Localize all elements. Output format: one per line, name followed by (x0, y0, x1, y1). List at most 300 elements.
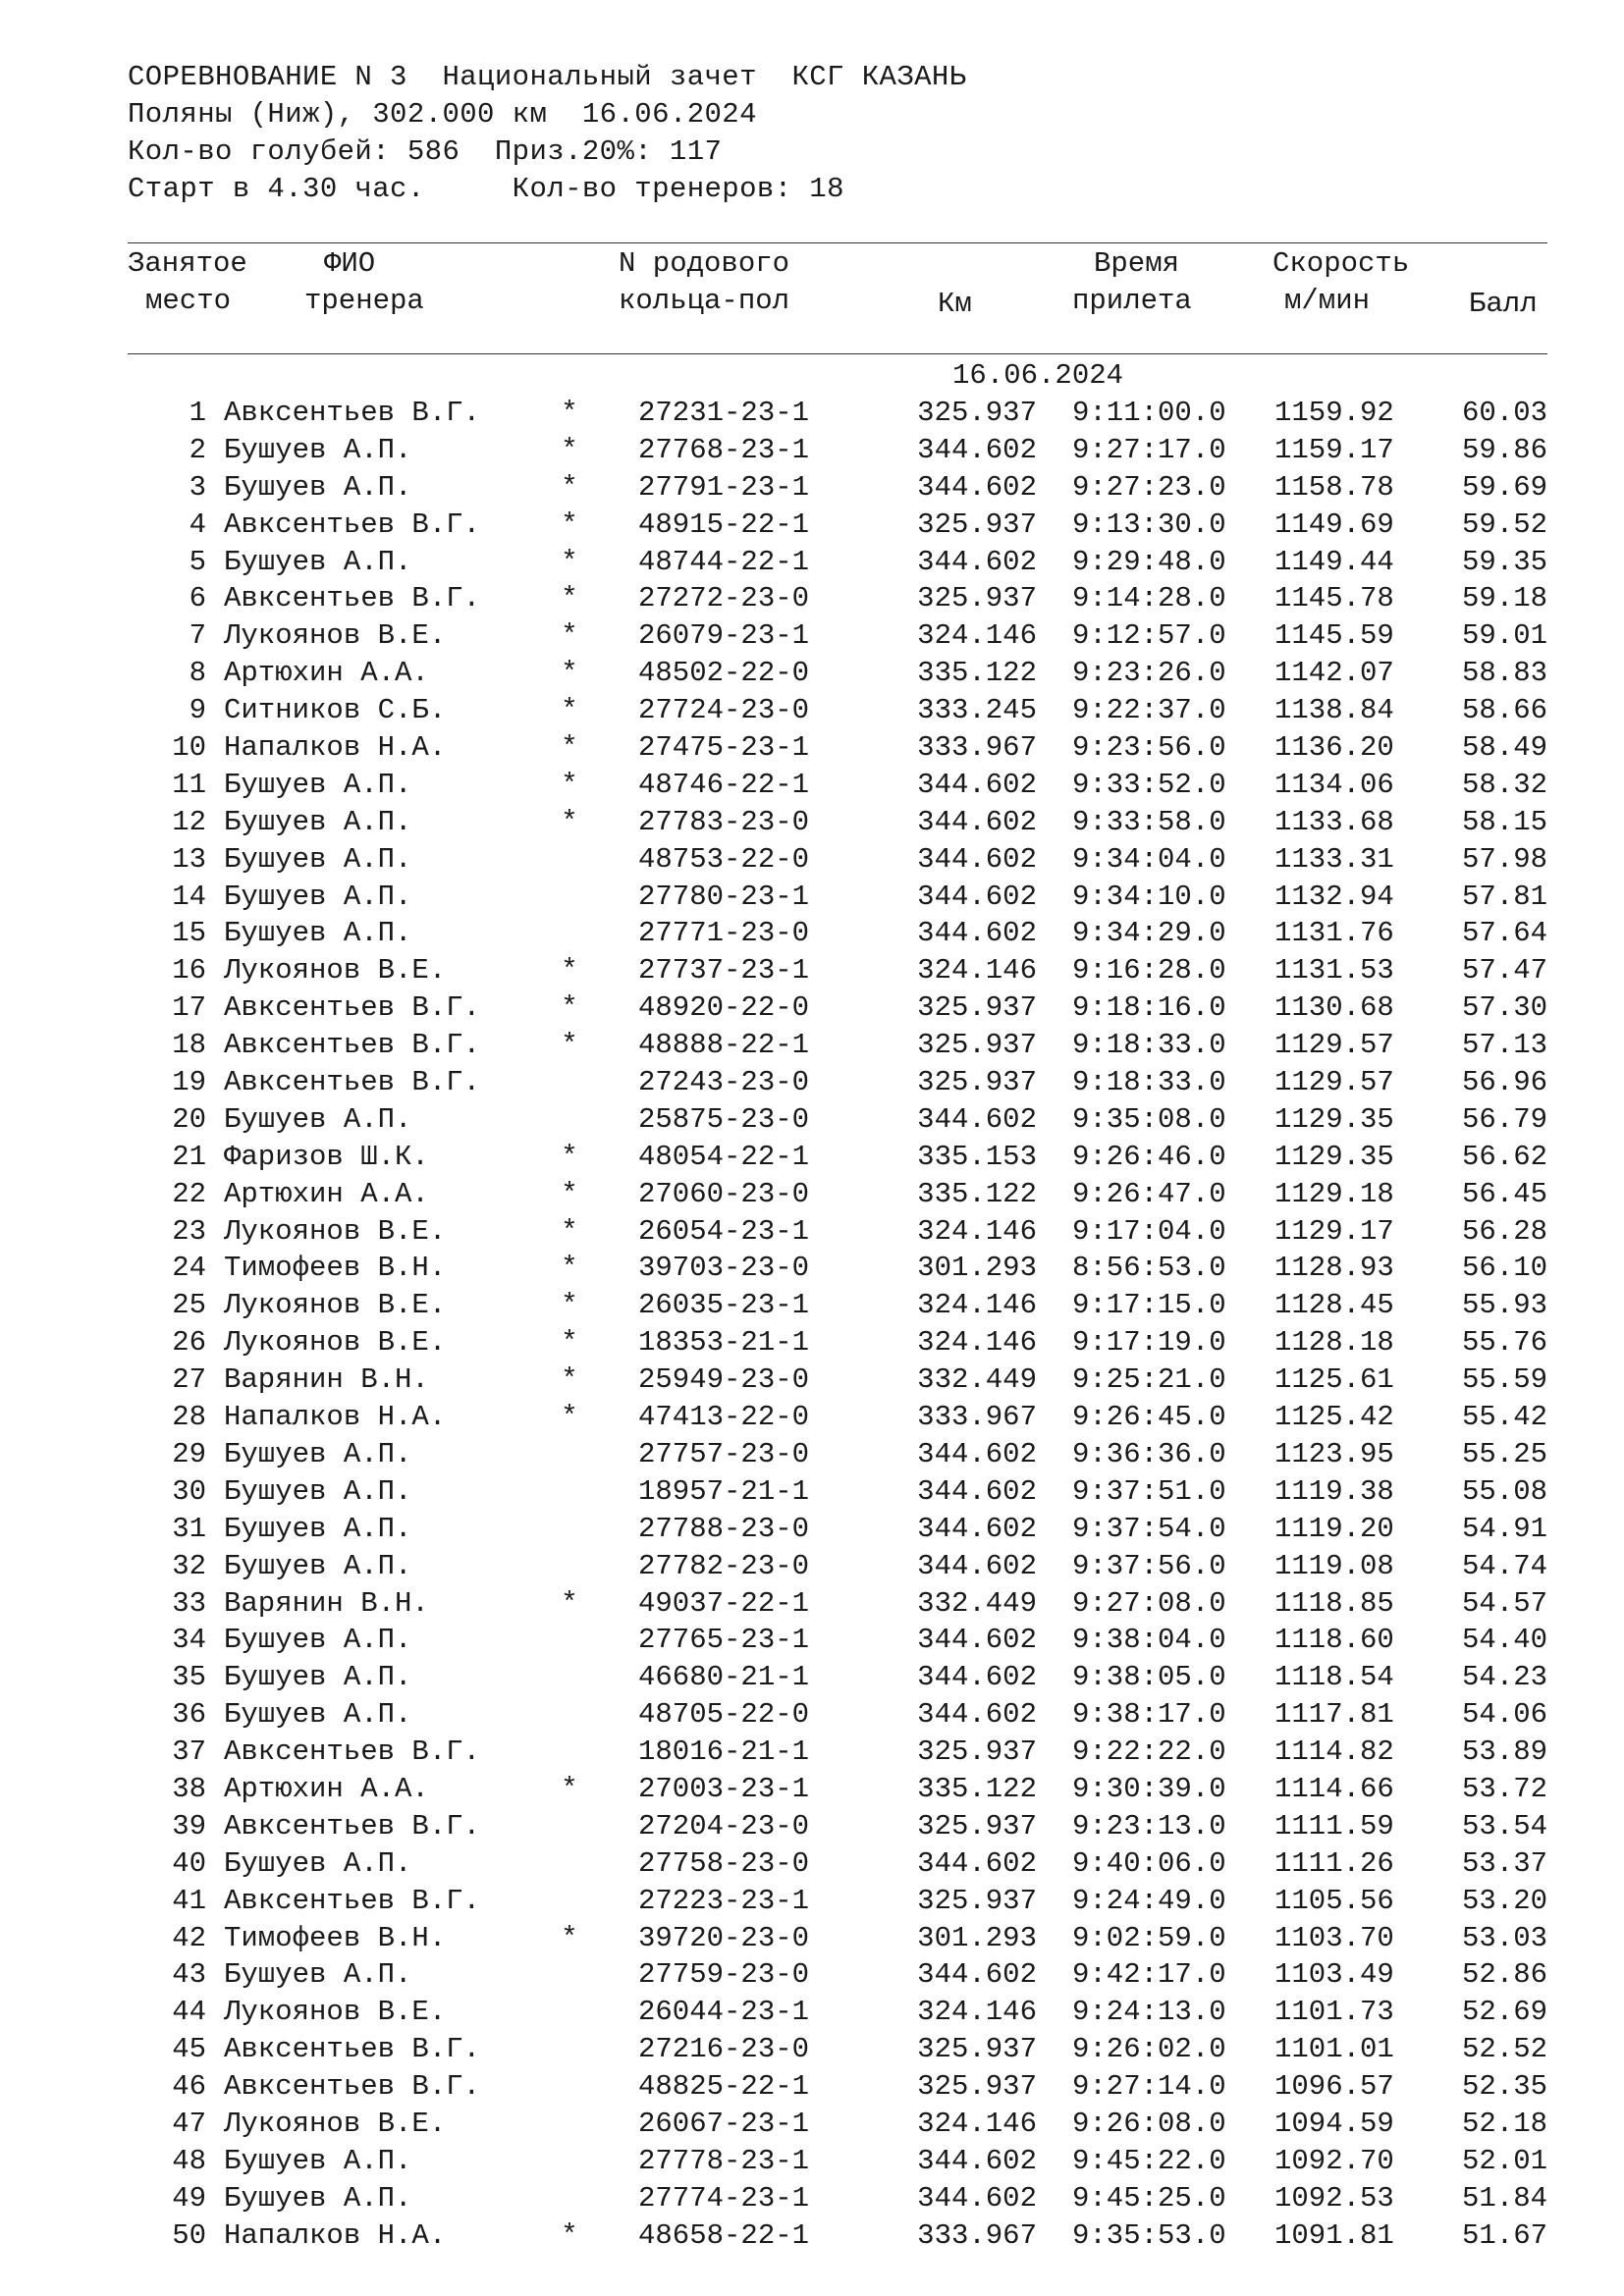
speed-cell: 1133.68 (1274, 805, 1394, 838)
score-cell: 59.01 (1461, 619, 1547, 653)
table-row (0, 1436, 1624, 1473)
arrival-time-cell: 9:38:04.0 (1072, 1624, 1226, 1657)
distance-cell: 344.602 (917, 842, 1037, 876)
ring-number-cell: 48920-22-0 (638, 991, 810, 1025)
table-row (0, 1659, 1624, 1696)
mark-cell: * (561, 1289, 578, 1322)
place-cell: 3 (189, 470, 206, 504)
speed-cell: 1092.70 (1274, 2144, 1394, 2177)
speed-cell: 1114.66 (1274, 1772, 1394, 1805)
speed-cell: 1103.70 (1274, 1921, 1394, 1954)
score-cell: 58.49 (1461, 731, 1547, 765)
distance-cell: 325.937 (917, 507, 1037, 541)
trainer-name-cell: Бушуев А.П. (224, 1958, 412, 1992)
ring-number-cell: 48744-22-1 (638, 545, 810, 578)
trainer-name-cell: Бушуев А.П. (224, 1474, 412, 1508)
place-cell: 1 (189, 397, 206, 429)
score-cell: 55.93 (1461, 1289, 1547, 1322)
place-cell: 10 (172, 731, 206, 765)
trainer-name-cell: Напалков Н.А. (224, 731, 447, 765)
speed-cell: 1096.57 (1274, 2070, 1394, 2104)
place-cell: 16 (172, 954, 206, 988)
score-cell: 55.08 (1461, 1474, 1547, 1508)
distance-cell: 344.602 (917, 1624, 1037, 1657)
distance-cell: 324.146 (917, 1326, 1037, 1360)
table-row (0, 395, 1624, 432)
place-cell: 35 (172, 1661, 206, 1694)
distance-cell: 333.967 (917, 1401, 1037, 1434)
place-cell: 49 (172, 2181, 206, 2215)
score-cell: 57.81 (1461, 880, 1547, 913)
ring-number-cell: 18353-21-1 (638, 1326, 810, 1360)
speed-cell: 1145.59 (1274, 619, 1394, 653)
table-row (0, 915, 1624, 952)
speed-cell: 1118.54 (1274, 1661, 1394, 1694)
score-cell: 56.45 (1461, 1177, 1547, 1210)
distance-cell: 324.146 (917, 619, 1037, 653)
trainer-name-cell: Бушуев А.П. (224, 917, 412, 950)
table-row (0, 1734, 1624, 1771)
table-row (0, 1548, 1624, 1585)
arrival-time-cell: 9:26:46.0 (1072, 1140, 1226, 1173)
speed-cell: 1142.07 (1274, 657, 1394, 690)
speed-cell: 1119.38 (1274, 1474, 1394, 1508)
distance-cell: 344.602 (917, 768, 1037, 801)
arrival-time-cell: 9:02:59.0 (1072, 1921, 1226, 1954)
score-cell: 57.30 (1461, 991, 1547, 1025)
col-score-label: Балл (1469, 288, 1538, 320)
score-cell: 57.47 (1461, 954, 1547, 988)
mark-cell: * (561, 1214, 578, 1248)
distance-cell: 344.602 (917, 433, 1037, 466)
ring-number-cell: 27782-23-0 (638, 1549, 810, 1582)
score-cell: 52.01 (1461, 2144, 1547, 2177)
distance-cell: 332.449 (917, 1586, 1037, 1620)
arrival-time-cell: 9:29:48.0 (1072, 545, 1226, 578)
arrival-time-cell: 9:35:53.0 (1072, 2218, 1226, 2252)
place-cell: 2 (189, 433, 206, 466)
arrival-time-cell: 8:56:53.0 (1072, 1252, 1226, 1285)
mark-cell: * (561, 470, 578, 504)
score-cell: 53.54 (1461, 1809, 1547, 1842)
table-row (0, 2217, 1624, 2255)
mark-cell: * (561, 433, 578, 466)
arrival-time-cell: 9:14:28.0 (1072, 582, 1226, 615)
trainer-name-cell: Бушуев А.П. (224, 842, 412, 876)
place-cell: 41 (172, 1884, 206, 1917)
arrival-time-cell: 9:25:21.0 (1072, 1363, 1226, 1397)
table-row (0, 1064, 1624, 1101)
place-cell: 19 (172, 1066, 206, 1099)
release-point-line: Поляны (Ниж), 302.000 км 16.06.2024 (128, 98, 757, 131)
distance-cell: 344.602 (917, 1512, 1037, 1545)
score-cell: 56.79 (1461, 1102, 1547, 1136)
col-time-label-2: прилета (1072, 285, 1192, 317)
distance-cell: 324.146 (917, 1214, 1037, 1248)
table-row (0, 1511, 1624, 1548)
start-time-line: Старт в 4.30 час. Кол-во тренеров: 18 (128, 173, 844, 205)
place-cell: 9 (189, 694, 206, 727)
arrival-time-cell: 9:38:17.0 (1072, 1698, 1226, 1732)
speed-cell: 1103.49 (1274, 1958, 1394, 1992)
speed-cell: 1117.81 (1274, 1698, 1394, 1732)
speed-cell: 1149.44 (1274, 545, 1394, 578)
speed-cell: 1159.92 (1274, 397, 1394, 429)
trainer-name-cell: Тимофеев В.Н. (224, 1921, 447, 1954)
table-row (0, 1399, 1624, 1436)
speed-cell: 1128.93 (1274, 1252, 1394, 1285)
table-row (0, 1771, 1624, 1808)
trainer-name-cell: Бушуев А.П. (224, 768, 412, 801)
speed-cell: 1118.85 (1274, 1586, 1394, 1620)
ring-number-cell: 27780-23-1 (638, 880, 810, 913)
ring-number-cell: 18957-21-1 (638, 1474, 810, 1508)
ring-number-cell: 39703-23-0 (638, 1252, 810, 1285)
table-row (0, 2106, 1624, 2143)
score-cell: 55.42 (1461, 1401, 1547, 1434)
mark-cell: * (561, 694, 578, 727)
distance-cell: 335.153 (917, 1140, 1037, 1173)
place-cell: 13 (172, 842, 206, 876)
ring-number-cell: 27475-23-1 (638, 731, 810, 765)
ring-number-cell: 48658-22-1 (638, 2218, 810, 2252)
table-row (0, 1362, 1624, 1399)
distance-cell: 325.937 (917, 1735, 1037, 1769)
arrival-time-cell: 9:17:15.0 (1072, 1289, 1226, 1322)
trainer-name-cell: Ситников С.Б. (224, 694, 447, 727)
place-cell: 45 (172, 2033, 206, 2066)
place-cell: 25 (172, 1289, 206, 1322)
mark-cell: * (561, 954, 578, 988)
score-cell: 58.32 (1461, 768, 1547, 801)
score-cell: 52.52 (1461, 2033, 1547, 2066)
trainer-name-cell: Бушуев А.П. (224, 433, 412, 466)
speed-cell: 1119.20 (1274, 1512, 1394, 1545)
arrival-time-cell: 9:23:26.0 (1072, 657, 1226, 690)
arrival-time-cell: 9:42:17.0 (1072, 1958, 1226, 1992)
distance-cell: 344.602 (917, 805, 1037, 838)
distance-cell: 325.937 (917, 1029, 1037, 1062)
distance-cell: 344.602 (917, 917, 1037, 950)
ring-number-cell: 27791-23-1 (638, 470, 810, 504)
ring-number-cell: 27060-23-0 (638, 1177, 810, 1210)
place-cell: 20 (172, 1102, 206, 1136)
place-cell: 36 (172, 1698, 206, 1732)
speed-cell: 1149.69 (1274, 507, 1394, 541)
speed-cell: 1129.17 (1274, 1214, 1394, 1248)
score-cell: 57.13 (1461, 1029, 1547, 1062)
score-cell: 53.37 (1461, 1846, 1547, 1880)
arrival-time-cell: 9:18:33.0 (1072, 1066, 1226, 1099)
date-subheader: 16.06.2024 (952, 359, 1124, 392)
ring-number-cell: 27737-23-1 (638, 954, 810, 988)
distance-cell: 335.122 (917, 1772, 1037, 1805)
mark-cell: * (561, 1401, 578, 1434)
trainer-name-cell: Авксентьев В.Г. (224, 582, 481, 615)
mark-cell: * (561, 1029, 578, 1062)
table-row (0, 507, 1624, 544)
speed-cell: 1128.18 (1274, 1326, 1394, 1360)
col-ring-label-2: кольца-пол (619, 285, 790, 317)
trainer-name-cell: Бушуев А.П. (224, 1549, 412, 1582)
mark-cell: * (561, 657, 578, 690)
speed-cell: 1128.45 (1274, 1289, 1394, 1322)
score-cell: 51.67 (1461, 2218, 1547, 2252)
trainer-name-cell: Напалков Н.А. (224, 2218, 447, 2252)
score-cell: 53.72 (1461, 1772, 1547, 1805)
table-row (0, 841, 1624, 879)
col-name-label-2: тренера (304, 285, 424, 317)
place-cell: 50 (172, 2218, 206, 2252)
speed-cell: 1111.59 (1274, 1809, 1394, 1842)
arrival-time-cell: 9:45:25.0 (1072, 2181, 1226, 2215)
arrival-time-cell: 9:37:51.0 (1072, 1474, 1226, 1508)
table-row (0, 729, 1624, 767)
speed-cell: 1129.35 (1274, 1102, 1394, 1136)
ring-number-cell: 27204-23-0 (638, 1809, 810, 1842)
score-cell: 59.35 (1461, 545, 1547, 578)
speed-cell: 1159.17 (1274, 433, 1394, 466)
place-cell: 43 (172, 1958, 206, 1992)
table-row (0, 1883, 1624, 1920)
ring-number-cell: 27223-23-1 (638, 1884, 810, 1917)
trainer-name-cell: Авксентьев В.Г. (224, 2070, 481, 2104)
place-cell: 29 (172, 1437, 206, 1470)
place-cell: 24 (172, 1252, 206, 1285)
ring-number-cell: 47413-22-0 (638, 1401, 810, 1434)
mark-cell: * (561, 768, 578, 801)
score-cell: 54.74 (1461, 1549, 1547, 1582)
distance-cell: 344.602 (917, 880, 1037, 913)
table-row (0, 1213, 1624, 1251)
trainer-name-cell: Тимофеев В.Н. (224, 1252, 447, 1285)
place-cell: 12 (172, 805, 206, 838)
trainer-name-cell: Авксентьев В.Г. (224, 1066, 481, 1099)
place-cell: 40 (172, 1846, 206, 1880)
distance-cell: 325.937 (917, 2033, 1037, 2066)
speed-cell: 1091.81 (1274, 2218, 1394, 2252)
arrival-time-cell: 9:13:30.0 (1072, 507, 1226, 541)
mark-cell: * (561, 1772, 578, 1805)
score-cell: 55.59 (1461, 1363, 1547, 1397)
score-cell: 52.86 (1461, 1958, 1547, 1992)
place-cell: 22 (172, 1177, 206, 1210)
score-cell: 55.25 (1461, 1437, 1547, 1470)
speed-cell: 1118.60 (1274, 1624, 1394, 1657)
distance-cell: 344.602 (917, 2144, 1037, 2177)
distance-cell: 324.146 (917, 2107, 1037, 2140)
speed-cell: 1132.94 (1274, 880, 1394, 913)
score-cell: 52.18 (1461, 2107, 1547, 2140)
trainer-name-cell: Напалков Н.А. (224, 1401, 447, 1434)
distance-cell: 344.602 (917, 1661, 1037, 1694)
ring-number-cell: 27724-23-0 (638, 694, 810, 727)
ring-number-cell: 48825-22-1 (638, 2070, 810, 2104)
mark-cell: * (561, 619, 578, 653)
ring-number-cell: 48705-22-0 (638, 1698, 810, 1732)
place-cell: 38 (172, 1772, 206, 1805)
mark-cell: * (561, 507, 578, 541)
trainer-name-cell: Бушуев А.П. (224, 1512, 412, 1545)
arrival-time-cell: 9:33:52.0 (1072, 768, 1226, 801)
speed-cell: 1119.08 (1274, 1549, 1394, 1582)
place-cell: 34 (172, 1624, 206, 1657)
distance-cell: 344.602 (917, 1474, 1037, 1508)
score-cell: 55.76 (1461, 1326, 1547, 1360)
score-cell: 54.57 (1461, 1586, 1547, 1620)
score-cell: 57.98 (1461, 842, 1547, 876)
arrival-time-cell: 9:27:23.0 (1072, 470, 1226, 504)
ring-number-cell: 27757-23-0 (638, 1437, 810, 1470)
distance-cell: 325.937 (917, 1809, 1037, 1842)
trainer-name-cell: Варянин В.Н. (224, 1363, 429, 1397)
score-cell: 54.40 (1461, 1624, 1547, 1657)
score-cell: 57.64 (1461, 917, 1547, 950)
score-cell: 54.06 (1461, 1698, 1547, 1732)
place-cell: 21 (172, 1140, 206, 1173)
trainer-name-cell: Авксентьев В.Г. (224, 1735, 481, 1769)
speed-cell: 1129.35 (1274, 1140, 1394, 1173)
arrival-time-cell: 9:22:37.0 (1072, 694, 1226, 727)
ring-number-cell: 49037-22-1 (638, 1586, 810, 1620)
table-row (0, 1101, 1624, 1139)
speed-cell: 1131.76 (1274, 917, 1394, 950)
arrival-time-cell: 9:36:36.0 (1072, 1437, 1226, 1470)
score-cell: 54.23 (1461, 1661, 1547, 1694)
speed-cell: 1134.06 (1274, 768, 1394, 801)
trainer-name-cell: Бушуев А.П. (224, 2144, 412, 2177)
trainer-name-cell: Лукоянов В.Е. (224, 1996, 447, 2029)
place-cell: 23 (172, 1214, 206, 1248)
distance-cell: 344.602 (917, 1102, 1037, 1136)
table-row (0, 655, 1624, 692)
score-cell: 53.03 (1461, 1921, 1547, 1954)
trainer-name-cell: Бушуев А.П. (224, 1661, 412, 1694)
ring-number-cell: 48915-22-1 (638, 507, 810, 541)
trainer-name-cell: Авксентьев В.Г. (224, 991, 481, 1025)
trainer-name-cell: Авксентьев В.Г. (224, 507, 481, 541)
place-cell: 30 (172, 1474, 206, 1508)
score-cell: 59.52 (1461, 507, 1547, 541)
col-place-label-2: место (145, 285, 232, 317)
arrival-time-cell: 9:37:54.0 (1072, 1512, 1226, 1545)
arrival-time-cell: 9:30:39.0 (1072, 1772, 1226, 1805)
speed-cell: 1145.78 (1274, 582, 1394, 615)
trainer-name-cell: Лукоянов В.Е. (224, 1326, 447, 1360)
place-cell: 17 (172, 991, 206, 1025)
arrival-time-cell: 9:26:45.0 (1072, 1401, 1226, 1434)
place-cell: 42 (172, 1921, 206, 1954)
table-row (0, 1473, 1624, 1511)
speed-cell: 1158.78 (1274, 470, 1394, 504)
ring-number-cell: 27771-23-0 (638, 917, 810, 950)
arrival-time-cell: 9:40:06.0 (1072, 1846, 1226, 1880)
ring-number-cell: 27759-23-0 (638, 1958, 810, 1992)
table-row (0, 952, 1624, 989)
mark-cell: * (561, 1326, 578, 1360)
trainer-name-cell: Бушуев А.П. (224, 1698, 412, 1732)
table-row (0, 989, 1624, 1027)
distance-cell: 335.122 (917, 1177, 1037, 1210)
ring-number-cell: 48502-22-0 (638, 657, 810, 690)
arrival-time-cell: 9:33:58.0 (1072, 805, 1226, 838)
distance-cell: 332.449 (917, 1363, 1037, 1397)
arrival-time-cell: 9:17:19.0 (1072, 1326, 1226, 1360)
ring-number-cell: 27783-23-0 (638, 805, 810, 838)
ring-number-cell: 48888-22-1 (638, 1029, 810, 1062)
speed-cell: 1131.53 (1274, 954, 1394, 988)
place-cell: 39 (172, 1809, 206, 1842)
trainer-name-cell: Авксентьев В.Г. (224, 1029, 481, 1062)
speed-cell: 1123.95 (1274, 1437, 1394, 1470)
col-speed-label-1: Скорость (1272, 247, 1410, 280)
trainer-name-cell: Авксентьев В.Г. (224, 2033, 481, 2066)
trainer-name-cell: Бушуев А.П. (224, 1624, 412, 1657)
table-row (0, 1920, 1624, 1957)
speed-cell: 1125.42 (1274, 1401, 1394, 1434)
place-cell: 37 (172, 1735, 206, 1769)
mark-cell: * (561, 2218, 578, 2252)
distance-cell: 325.937 (917, 582, 1037, 615)
mark-cell: * (561, 805, 578, 838)
speed-cell: 1114.82 (1274, 1735, 1394, 1769)
trainer-name-cell: Лукоянов В.Е. (224, 954, 447, 988)
arrival-time-cell: 9:23:13.0 (1072, 1809, 1226, 1842)
distance-cell: 333.245 (917, 694, 1037, 727)
trainer-name-cell: Артюхин А.А. (224, 1772, 429, 1805)
table-row (0, 432, 1624, 469)
score-cell: 59.18 (1461, 582, 1547, 615)
table-row (0, 1994, 1624, 2031)
place-cell: 26 (172, 1326, 206, 1360)
place-cell: 48 (172, 2144, 206, 2177)
score-cell: 51.84 (1461, 2181, 1547, 2215)
speed-cell: 1101.73 (1274, 1996, 1394, 2029)
trainer-name-cell: Артюхин А.А. (224, 657, 429, 690)
table-row (0, 617, 1624, 655)
mark-cell: * (561, 1363, 578, 1397)
ring-number-cell: 48746-22-1 (638, 768, 810, 801)
mark-cell: * (561, 582, 578, 615)
ring-number-cell: 27272-23-0 (638, 582, 810, 615)
trainer-name-cell: Бушуев А.П. (224, 1102, 412, 1136)
table-row (0, 469, 1624, 507)
table-row (0, 1696, 1624, 1734)
place-cell: 32 (172, 1549, 206, 1582)
trainer-name-cell: Лукоянов В.Е. (224, 619, 447, 653)
speed-cell: 1129.18 (1274, 1177, 1394, 1210)
distance-cell: 333.967 (917, 2218, 1037, 2252)
place-cell: 15 (172, 917, 206, 950)
ring-number-cell: 48753-22-0 (638, 842, 810, 876)
table-row (0, 1287, 1624, 1324)
ring-number-cell: 25949-23-0 (638, 1363, 810, 1397)
score-cell: 59.69 (1461, 470, 1547, 504)
speed-cell: 1092.53 (1274, 2181, 1394, 2215)
speed-cell: 1101.01 (1274, 2033, 1394, 2066)
trainer-name-cell: Авксентьев В.Г. (224, 1809, 481, 1842)
place-cell: 18 (172, 1029, 206, 1062)
place-cell: 8 (189, 657, 206, 690)
speed-cell: 1111.26 (1274, 1846, 1394, 1880)
place-cell: 27 (172, 1363, 206, 1397)
col-time-label-1: Время (1094, 247, 1180, 280)
mark-cell: * (561, 545, 578, 578)
ring-number-cell: 27216-23-0 (638, 2033, 810, 2066)
table-row (0, 2031, 1624, 2068)
score-cell: 60.03 (1461, 397, 1547, 429)
place-cell: 44 (172, 1996, 206, 2029)
